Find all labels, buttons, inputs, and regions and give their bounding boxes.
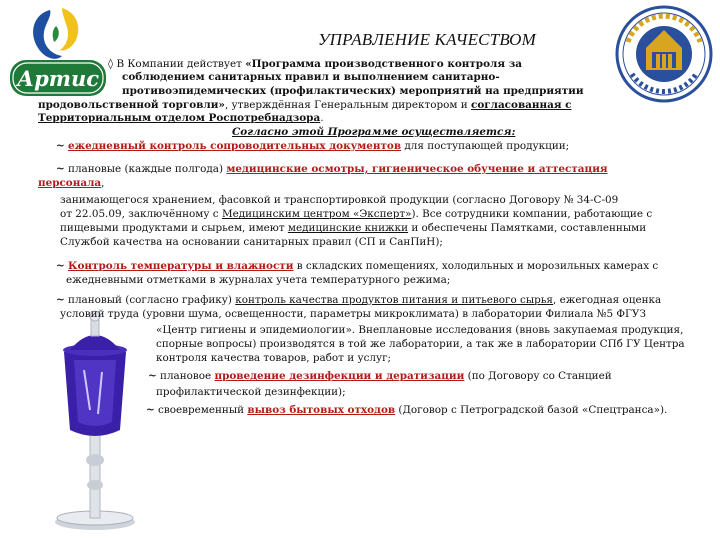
list-item-cont: профилактической дезинфекции); (156, 386, 346, 398)
intro-line-2: соблюдением санитарных правил и выполнением санитарно- (122, 71, 500, 83)
logo-text: Артис (16, 66, 100, 91)
list-item-cont: контроля качества товаров, работ и услуг; (156, 352, 392, 364)
list-item-cont: условий труда (уровни шума, освещенности, параметры микроклимата) в лаборатории Филиала №5 ФГУЗ (60, 308, 646, 320)
list-item-cont: спорные вопросы) производятся в той же лаборатории, а так же в лаборатории СПб ГУ Центра (156, 338, 685, 350)
list-item-cont: занимающегося хранением, фасовкой и транспортировкой продукции (согласно Договору № 34-С-09 (60, 194, 619, 206)
crystal-cup-icon (40, 310, 150, 532)
list-item-cont: ежедневными отметками в журналах учета температурного режима; (66, 274, 451, 286)
tilde-bullet-icon: ~ (56, 163, 65, 175)
list-item: ~ плановые (каждые полгода) медицинские осмотры, гигиеническое обучение и аттестация (56, 163, 608, 175)
artis-logo (4, 4, 112, 104)
list-item-cont: пищевыми продуктами и сырьем, имеют медицинские книжки и обеспечены Памятками, составленными (60, 222, 647, 234)
tilde-bullet-icon: ~ (56, 260, 65, 272)
tilde-bullet-icon: ~ (146, 404, 155, 416)
list-item-cont: Службой качества на основании санитарных правил (СП и СанПиН); (60, 236, 443, 248)
list-item: ~ плановый (согласно графику) контроль качества продуктов питания и питьевого сырья, ежегодная оценка (56, 294, 662, 306)
page-title: УПРАВЛЕНИЕ КАЧЕСТВОМ (318, 30, 536, 49)
tilde-bullet-icon: ~ (56, 140, 65, 152)
list-item: ~ ежедневный контроль сопроводительных документов для поступающей продукции; (56, 140, 570, 152)
tilde-bullet-icon: ~ (56, 294, 65, 306)
intro-line-3: противоэпидемических (профилактических) мероприятий на предприятии (122, 85, 584, 97)
list-item: ~ плановое проведение дезинфекции и дератизации (по Договору со Станцией (148, 370, 612, 382)
intro-line-1: ◊ В Компании действует «Программа производственного контроля за (108, 58, 522, 70)
tilde-bullet-icon: ~ (148, 370, 157, 382)
intro-line-4: продовольственной торговли», утверждённая Генеральным директором и согласованная с (38, 99, 572, 111)
list-item: ~ Контроль температуры и влажности в складских помещениях, холодильных и морозильных камерах с (56, 260, 659, 272)
list-item-cont: персонала, (38, 177, 105, 189)
subheading: Согласно этой Программе осуществляется: (232, 126, 516, 138)
intro-line-5: Территориальным отделом Роспотребнадзора. (38, 112, 324, 124)
laureate-seal-icon (614, 4, 714, 104)
list-item-cont: «Центр гигиены и эпидемиологии». Внеплановые исследования (вновь закупаемая продукция, (156, 324, 684, 336)
list-item: ~ своевременный вывоз бытовых отходов (Договор с Петроградской базой «Спецтранса»). (146, 404, 668, 416)
list-item-cont: от 22.05.09, заключённому с Медицинским центром «Эксперт»). Все сотрудники компании, работающие с (60, 208, 653, 220)
diamond-bullet-icon: ◊ (108, 58, 114, 70)
